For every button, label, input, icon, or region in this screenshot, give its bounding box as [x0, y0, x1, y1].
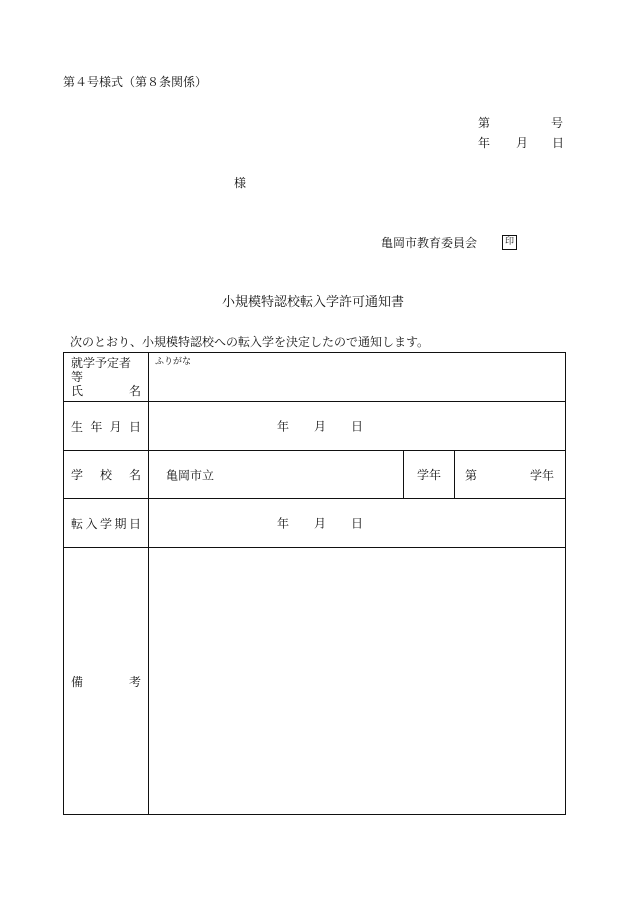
intro-text: 次のとおり、小規模特認校への転入学を決定したので通知します。: [70, 335, 430, 349]
grade-label-cell: [404, 451, 455, 499]
birth-year-label: 年: [277, 419, 290, 434]
row-remarks: [64, 548, 566, 815]
school-label-char: 校: [99, 468, 112, 482]
birth-date-label-char: 生: [71, 419, 84, 434]
school-prefix: 亀岡市立: [166, 468, 215, 482]
transfer-date-value-cell[interactable]: [149, 499, 566, 548]
transfer-year-label: 年: [277, 516, 290, 531]
birth-date-label-cell: [64, 402, 149, 451]
birth-date-label-char: 年: [90, 419, 103, 434]
school-label-cell: [64, 451, 149, 499]
grade-prefix: 第: [465, 468, 478, 482]
remarks-label-char-a: 備: [71, 674, 84, 689]
birth-date-value-cell[interactable]: [149, 402, 566, 451]
grade-label: 学年: [416, 468, 441, 482]
doc-number-suffix: 号: [551, 116, 564, 130]
transfer-date-label-char: 期: [114, 516, 127, 531]
birth-month-label: 月: [314, 419, 327, 434]
birth-date-label-char: 月: [109, 419, 122, 434]
notification-form-table: [63, 352, 566, 815]
name-label: [64, 356, 148, 398]
school-label-char: 学: [71, 468, 84, 482]
name-label-line1: 就学予定者等: [71, 356, 132, 384]
doc-number-prefix: 第: [478, 116, 491, 130]
remarks-label-char-b: 考: [128, 674, 141, 689]
row-transfer-date: [64, 499, 566, 548]
remarks-value-cell[interactable]: [149, 548, 566, 815]
date-day-label: 日: [552, 136, 565, 150]
transfer-date-label-char: 学: [99, 516, 112, 531]
addressee-honorific: 様: [234, 176, 247, 190]
document-title: 小規模特認校転入学許可通知書: [222, 295, 405, 310]
row-school: [64, 451, 566, 499]
form-number: 第４号様式（第８条関係）: [63, 75, 208, 89]
remarks-label: [64, 673, 148, 690]
name-value-cell[interactable]: [149, 353, 566, 402]
name-label-cell: [64, 353, 149, 402]
transfer-date-label-cell: [64, 499, 149, 548]
birth-date-label: [64, 418, 148, 435]
issuer-name: 亀岡市教育委員会: [381, 236, 478, 250]
transfer-month-label: 月: [314, 516, 327, 531]
row-birth-date: [64, 402, 566, 451]
school-value-cell[interactable]: [149, 451, 404, 499]
school-label-char: 名: [128, 468, 141, 482]
name-label-char-b: 名: [128, 384, 141, 398]
name-label-line2: [71, 384, 141, 398]
transfer-date-label-char: 日: [128, 516, 141, 531]
date-year-label: 年: [478, 136, 491, 150]
school-label: [64, 466, 148, 483]
name-label-char-a: 氏: [71, 384, 84, 398]
date-month-label: 月: [516, 136, 529, 150]
furigana-label: ふりがな: [155, 357, 192, 367]
transfer-date-label: [64, 515, 148, 532]
transfer-date-label-char: 転: [71, 516, 84, 531]
seal-mark: 印: [502, 235, 517, 250]
remarks-label-cell: [64, 548, 149, 815]
birth-day-label: 日: [351, 419, 364, 434]
grade-suffix: 学年: [530, 468, 555, 482]
birth-date-label-char: 日: [128, 419, 141, 434]
transfer-day-label: 日: [351, 516, 364, 531]
grade-value-cell[interactable]: [455, 451, 566, 499]
transfer-date-label-char: 入: [85, 516, 98, 531]
row-name: [64, 353, 566, 402]
